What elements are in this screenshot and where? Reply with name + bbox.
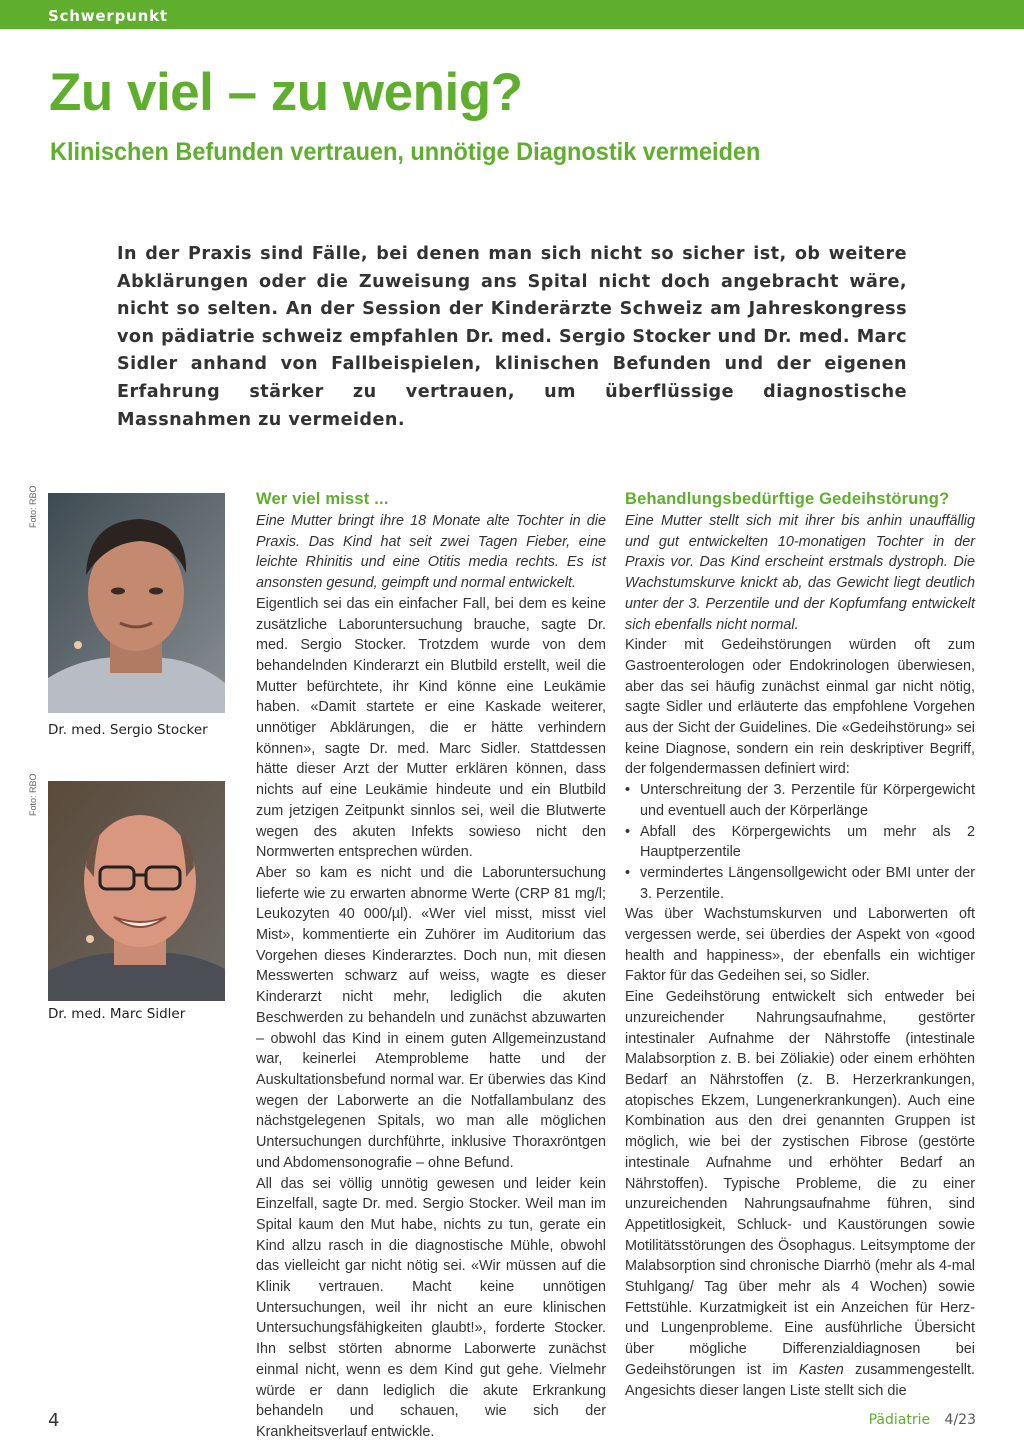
body-paragraph: Was über Wachstumskurven und Laborwerten oft vergessen werde, sei überdies der Aspekt von «good health and happiness», der ebenfalls ein wichtiger Faktor für das Gedeihen sei, so Sidler. (625, 906, 975, 985)
journal-name: Pädiatrie (868, 1412, 931, 1428)
case-intro-1: Eine Mutter bringt ihre 18 Monate alte Tochter in die Praxis. Das Kind hat seit zwei Tagen Fieber, eine leichte Rhinitis und eine Otitis media rechts. Es ist ansonsten gesund, geimpft und normal entwickelt. (256, 513, 606, 592)
body-paragraph (625, 987, 975, 1401)
portrait-photo-stocker (48, 493, 225, 713)
list-item: • Abfall des Körpergewichts um mehr als 2 Hauptperzentile (625, 822, 975, 863)
body-paragraph: Eigentlich sei das ein einfacher Fall, bei dem es keine zusätzliche Laboruntersuchung brauche, sagte Dr. med. Sergio Stocker. Trotzdem wurde von dem behandelnden Kinderarzt ein Blutbild erstellt, weil die Mutter befürchtete, ihr Kind könne eine Leukämie haben. «Damit startete er eine Kaskade weiterer, unnötiger Abklärungen, die er hätte verhindern können», sagte Dr. med. Marc Sidler. Stattdessen hätte dieser Arzt der Mutter erklären können, dass nichts auf eine Leukämie hindeute und ein Blutbild zum jetzigen Zeitpunkt sinnlos sei, weil die Blutwerte wegen des akuten Infekts sowieso nicht den Normwerten entsprechen würden. (256, 595, 606, 861)
body-paragraph: Kinder mit Gedeihstörungen würden oft zum Gastroenterologen oder Endokrinologen überwiesen, aber das sei häufig zunächst einmal gar nicht nötig, sagte Sidler und erläuterte das empfohlene Vorgehen aus der Sicht der Guidelines. Die «Gedeihstörung» sei keine Diagnose, sondern ein rein deskriptiver Begriff, der folgendermassen definiert wird: (625, 637, 975, 778)
article-column-2 (625, 489, 975, 1401)
body-paragraph: Aber so kam es nicht und die Laboruntersuchung lieferte wie zu erwarten abnorme Werte (CRP 81 mg/l; Leukozyten 40 000/µl). «Wer viel misst, misst viel Mist», kommentierte ein Zuhörer im Auditorium das Vorgehen dieses Kinderarztes. Doch nun, mit diesen Messwerten schwarz auf weiss, wagte es dieser Kinderarzt nicht mehr, lediglich die akuten Beschwerden zu behandeln und zunächst abzuwarten – obwohl das Kind in einem guten Allgemeinzustand war, keinerlei Atemprobleme hatte und der Auskultationsbefund normal war. Er überwies das Kind wegen der Laborwerte an die Notfallambulanz des nächstgelegenen Spitals, wo man alle möglichen Untersuchungen durchführte, inklusive Thoraxröntgen und Abdomensonografie – ohne Befund. (256, 864, 606, 1171)
kasten-reference: Kasten (798, 1361, 844, 1378)
list-item: • vermindertes Längensollgewicht oder BMI unter der 3. Perzentile. (625, 863, 975, 904)
photo-caption-1: Dr. med. Sergio Stocker (48, 722, 208, 738)
article-subtitle: Klinischen Befunden vertrauen, unnötige Diagnostik vermeiden (50, 138, 761, 166)
section-heading-gedeihstoerung: Behandlungsbedürftige Gedeihstörung? (625, 490, 950, 508)
section-heading-wer-viel-misst: Wer viel misst ... (256, 490, 389, 508)
article-column-1 (256, 489, 606, 1443)
footer-journal (869, 1412, 976, 1428)
photo-credit-1: Foto: RBO (28, 485, 38, 528)
article-lead: In der Praxis sind Fälle, bei denen man sich nicht so sicher ist, ob weitere Abklärungen oder die Zuweisung ans Spital nicht doch angebracht wäre, nicht so selten. An der Session der Kinderärzte Schweiz am Jahreskongress von pädiatrie schweiz empfahlen Dr. med. Sergio Stocker und Dr. med. Marc Sidler anhand von Fallbeispielen, klinischen Befunden und der eigenen Erfahrung stärker zu vertrauen, um überflüssige diagnostische Massnahmen zu vermeiden. (117, 244, 907, 430)
paragraph-text: Eine Gedeihstörung entwickelt sich entweder bei unzureichender Nahrungsaufnahme, gestörter intestinaler Aufnahme der Nährstoffe (intestinale Malabsorption z. B. bei Zöliakie) oder einem erhöhten Bedarf an Nährstoffen (z. B. Herzerkrankungen, atopisches Ekzem, Lungenerkrankungen). Auch eine Kombination aus den drei genannten Gruppen ist möglich, wie bei der zystischen Fibrose (gestörte intestinale Aufnahme und erhöhter Bedarf an Nährstoffen). Typische Probleme, die zu einer unzureichenden Nahrungsaufnahme führen, sind Appetitlosigkeit, Schluck- und Kaustörungen sowie Motilitätsstörungen des Ösophagus. Leitsymptome der Malabsorption sind chronische Diarrhö (mehr als 4-mal Stuhlgang/ Tag über mehr als 4 Wochen) sowie Fettstühle. Kurzatmigkeit ist ein Anzeichen für Herz- und Lungenprobleme. Eine ausführliche Übersicht über mögliche Differenzialdiagnosen bei Gedeihstörungen ist im (625, 989, 975, 1378)
list-item: • Unterschreitung der 3. Perzentile für Körpergewicht und eventuell auch der Körperlänge (625, 780, 975, 821)
paragraph-text: zusammengestellt. Angesichts dieser langen Liste stellt sich die (625, 1361, 975, 1399)
page-number: 4 (48, 1410, 60, 1431)
definition-list (625, 780, 975, 904)
issue-number: 4/23 (944, 1412, 976, 1428)
section-header-bar (0, 0, 1024, 29)
photo-caption-2: Dr. med. Marc Sidler (48, 1006, 186, 1022)
photo-credit-2: Foto: RBO (28, 773, 38, 816)
article-title: Zu viel – zu wenig? (49, 63, 523, 122)
body-paragraph: All das sei völlig unnötig gewesen und leider kein Einzelfall, sagte Dr. med. Sergio Stocker. Weil man im Spital kaum den Mut habe, nichts zu tun, gerate ein Kind allzu rasch in die diagnostische Mühle, obwohl das vielleicht gar nicht nötig sei. «Wir müssen auf die Klinik vertrauen. Macht keine unnötigen Untersuchungen, weil ihr nicht an eure klinischen Untersuchungsfähigkeiten glaubt!», forderte Stocker. Ihn selbst störten abnorme Laborwerte zunächst einmal nicht, wenn es dem Kind gut gehe. Vielmehr würde er dann lediglich die akute Erkrankung behandeln und schauen, wie sich der Krankheitsverlauf entwickle. (256, 1175, 606, 1440)
portrait-photo-sidler (48, 781, 225, 1001)
section-label: Schwerpunkt (48, 7, 168, 25)
case-intro-2: Eine Mutter stellt sich mit ihrer bis anhin unauffällig und gut entwickelten 10-monatigen Tochter in der Praxis vor. Das Kind erscheint erstmals dystroph. Die Wachstumskurve knickt ab, das Gewicht liegt deutlich unter der 3. Perzentile und der Kopfumfang entwickelt sich ebenfalls nicht normal. (625, 513, 975, 633)
